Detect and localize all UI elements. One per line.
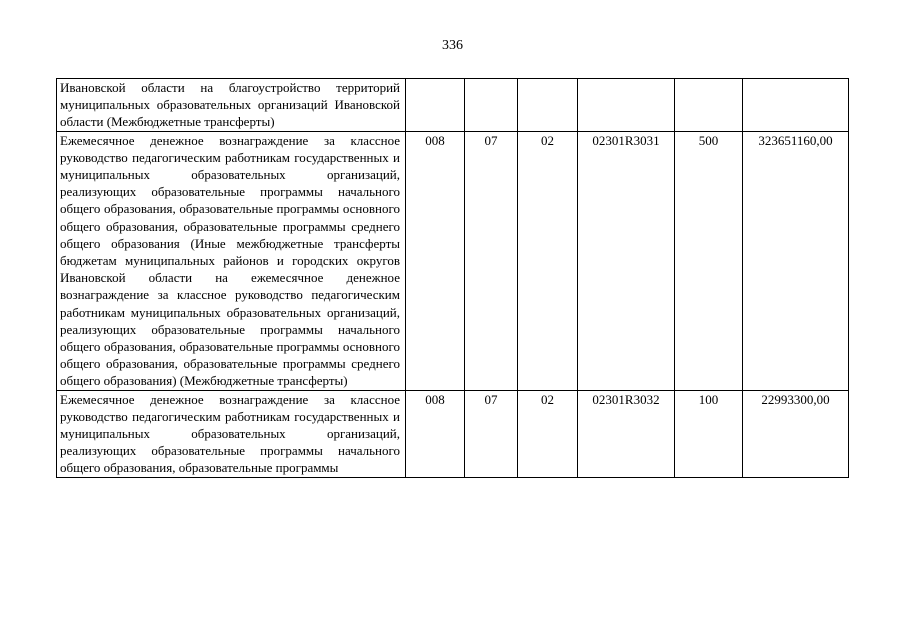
section-code: 07: [465, 390, 518, 477]
page-number: 336: [442, 38, 463, 53]
row-description: Ивановской области на благоустройство территорий муниципальных образовательных организаций Ивановской области (Межбюджетные трансферты): [57, 79, 406, 132]
expense-kind-code: 100: [675, 390, 743, 477]
table-row: [57, 390, 849, 477]
table-row: [57, 79, 849, 132]
section-code: 07: [465, 131, 518, 390]
expense-kind-code: 500: [675, 131, 743, 390]
subsection-code: 02: [518, 390, 578, 477]
admin-code: 008: [406, 131, 465, 390]
target-article-code: 02301R3032: [578, 390, 675, 477]
section-code: [465, 79, 518, 132]
amount: 22993300,00: [743, 390, 849, 477]
amount: [743, 79, 849, 132]
table-row: [57, 131, 849, 390]
target-article-code: 02301R3031: [578, 131, 675, 390]
row-description: Ежемесячное денежное вознаграждение за классное руководство педагогическим работникам государственных и муниципальных образовательных организаций, реализующих образовательные программы начального общего образования, образовательные программы основного общего образования, образовательные программы среднего общего образования (Иные межбюджетные трансферты бюджетам муниципальных районов и городских округов Ивановской области на ежемесячное денежное вознаграждение за классное руководство педагогическим работникам муниципальных образовательных организаций, реализующих образовательные программы начального общего образования, образовательные программы основного общего образования, образовательные программы среднего общего образования) (Межбюджетные трансферты): [57, 131, 406, 390]
admin-code: 008: [406, 390, 465, 477]
subsection-code: [518, 79, 578, 132]
amount: 323651160,00: [743, 131, 849, 390]
subsection-code: 02: [518, 131, 578, 390]
row-description: Ежемесячное денежное вознаграждение за классное руководство педагогическим работникам государственных и муниципальных образовательных организаций, реализующих образовательные программы начального общего образования, образовательные программы: [57, 390, 406, 477]
admin-code: [406, 79, 465, 132]
budget-table: [56, 78, 849, 478]
expense-kind-code: [675, 79, 743, 132]
target-article-code: [578, 79, 675, 132]
